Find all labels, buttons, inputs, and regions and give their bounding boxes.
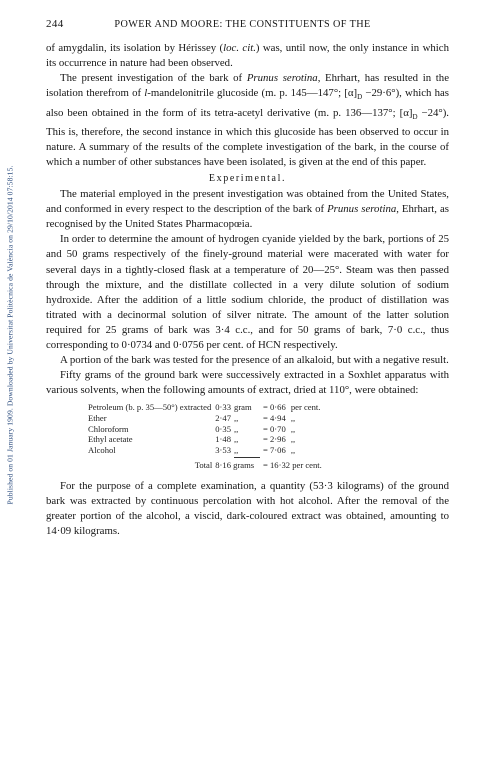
solvent-cell: Ethyl acetate <box>88 434 133 445</box>
total-grams: 8·16 grams <box>215 460 255 471</box>
grams-cell: 1·48 <box>215 434 232 445</box>
percent-cell: = 4·94 <box>263 412 286 423</box>
percent-unit-cell: ,, <box>290 423 296 434</box>
table-row <box>88 402 326 413</box>
percent-cell: = 7·06 <box>263 444 286 455</box>
table-row <box>88 424 326 435</box>
page-number: 244 <box>46 18 64 30</box>
percent-unit-cell: ,, <box>290 412 296 423</box>
solvent-cell: Chloroform <box>88 423 129 434</box>
sum-rule <box>234 457 260 458</box>
paragraph-hydrogen-cyanide: In order to determine the amount of hydrogen cyanide yielded by the bark, portions of 25 and 50 grams respectively of the finely-ground material were macerated with water for several days in a tightly-closed flask at a temperature of 20—25°. Steam was then passed through the mixture, and the distillate collected in a very dilute solution of sodium hydroxide. After the addition of a little sodium chloride, the product of distillation was titrated with a decinormal solution of silver nitrate. The amount of the latter solution required for 25 grams of bark was 3·4 c.c., and for 50 grams of bark, 7·0 c.c., thus corresponding to 0·0734 and 0·0756 per cent. of HCN respectively. <box>46 233 449 351</box>
paragraph-soxhlet: Fifty grams of the ground bark were successively extracted in a Soxhlet apparatus with various solvents, when the following amounts of extract, dried at 110°, were obtained: <box>46 369 449 397</box>
solvent-cell: Alcohol <box>88 444 116 455</box>
percent-unit-cell: ,, <box>290 444 296 455</box>
extract-table <box>88 402 326 471</box>
section-title: Experimental. <box>208 173 287 185</box>
unit-cell: gram <box>234 402 252 413</box>
download-watermark <box>2 25 18 645</box>
unit-cell: ,, <box>234 423 239 434</box>
running-head: POWER AND MOORE: THE CONSTITUENTS OF THE <box>114 19 371 30</box>
table-row <box>88 445 326 456</box>
total-row <box>88 460 326 471</box>
table-row <box>88 434 326 445</box>
unit-cell: ,, <box>234 412 239 423</box>
percent-cell: = 0·66 <box>263 402 286 413</box>
paragraph-percolation: For the purpose of a complete examination, a quantity (53·3 kilograms) of the ground bark was extracted by continuous percolation with hot alcohol. After the removal of the greater portion of the alcohol, a viscid, dark-coloured extract was obtained, amounting to 14·09 kilograms. <box>46 479 449 538</box>
unit-cell: ,, <box>234 434 239 445</box>
paragraph-intro-continued: of amygdalin, its isolation by Hérissey (loc. cit.) was, until now, the only instance in which its occurrence in nature had been observed. <box>46 42 449 70</box>
percent-unit-cell: ,, <box>290 434 296 445</box>
total-percent: = 16·32 per cent. <box>263 460 322 471</box>
total-label: Total <box>194 460 213 471</box>
percent-cell: = 0·70 <box>263 423 286 434</box>
grams-cell: 3·53 <box>215 444 232 455</box>
table-row <box>88 413 326 424</box>
percent-cell: = 2·96 <box>263 434 286 445</box>
paragraph-alkaloid-test: A portion of the bark was tested for the presence of an alkaloid, but with a negative result. <box>60 354 449 367</box>
grams-cell: 2·47 <box>215 412 232 423</box>
grams-cell: 0·35 <box>215 423 232 434</box>
paragraph-material: The material employed in the present investigation was obtained from the United States, and conformed in every respect to the description of the bark of Prunus serotina, Ehrhart, as recognised by the United States Pharmacopœia. <box>46 188 449 231</box>
grams-cell: 0·33 <box>215 402 232 413</box>
paragraph-present-investigation: The present investigation of the bark of Prunus serotina, Ehrhart, has resulted in the isolation therefrom of l-mandelonitrile glucoside (m. p. 145—147°; $[\alpha]_D -29\cdot 6^\circ$), which has also been obtained in the form of its tetra-acetyl derivative (m. p. 136—137°; $[\alpha]_D -24^\circ$). This is, therefore, the second instance in which this glucoside has been observed to occur in nature. A summary of the results of the complete investigation of the bark, in the course of which a number of other substances have been isolated, is given at the end of this paper. <box>46 72 450 168</box>
solvent-cell: Ether <box>88 412 107 423</box>
solvent-cell: Petroleum (b. p. 35—50°) extracted <box>88 402 212 413</box>
journal-page <box>46 18 449 539</box>
percent-unit-cell: per cent. <box>290 402 321 413</box>
download-watermark-text: Published on 01 January 1909. Downloaded by Universitat Politècnica de València on 29/10/2014 07:58:15. <box>5 165 15 505</box>
page-header <box>46 18 449 30</box>
unit-cell: ,, <box>234 444 239 455</box>
